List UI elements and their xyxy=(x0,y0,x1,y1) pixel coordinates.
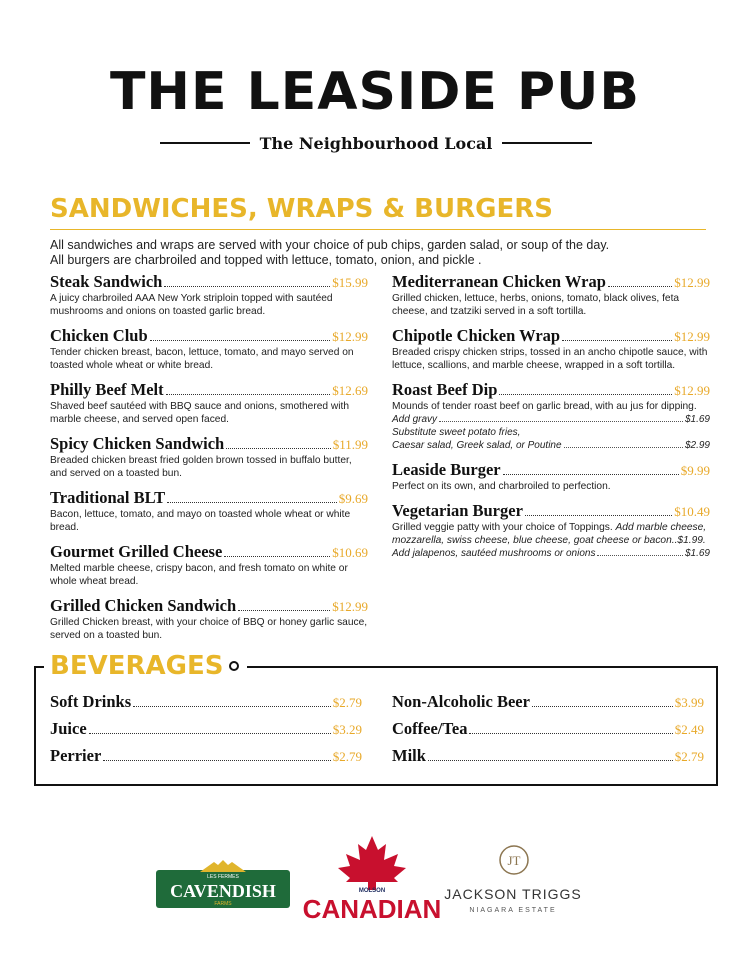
item-price: $12.99 xyxy=(674,275,710,290)
beverage-name: Perrier xyxy=(50,746,102,765)
jackson-triggs-logo xyxy=(444,844,582,926)
cavendish-small: LES FERMES xyxy=(207,874,239,880)
item-description: Melted marble cheese, crispy bacon, and fresh tomato on white or whole wheat bread. xyxy=(50,563,348,587)
leader-dots xyxy=(503,474,679,475)
menu-item xyxy=(50,380,368,426)
leader-dots xyxy=(164,286,330,287)
menu-item xyxy=(50,272,368,318)
subtitle-rule-left xyxy=(160,142,250,144)
molson-canadian-logo xyxy=(302,832,442,924)
menu-item xyxy=(50,434,368,480)
item-price: $9.99 xyxy=(680,463,710,478)
item-name: Vegetarian Burger xyxy=(392,501,523,520)
leader-dots xyxy=(103,760,330,761)
item-price: $9.69 xyxy=(338,491,368,506)
item-description xyxy=(392,521,710,547)
beverage-price: $2.79 xyxy=(674,749,704,764)
item-name: Steak Sandwich xyxy=(50,272,163,291)
leader-dots xyxy=(525,515,672,516)
item-description: A juicy charbroiled AAA New York striploin topped with sautéed mushrooms and onions on toasted garlic bread. xyxy=(50,293,333,317)
addon-price: $1.69 xyxy=(684,414,710,425)
leader-dots xyxy=(133,706,331,707)
subtitle-row xyxy=(160,131,592,155)
section-intro xyxy=(50,238,609,268)
beverage-item xyxy=(392,746,704,773)
menu-item xyxy=(392,501,710,560)
sandwiches-left-column xyxy=(50,272,368,650)
leader-dots xyxy=(564,447,683,448)
beverage-item xyxy=(392,719,704,746)
beverage-name: Coffee/Tea xyxy=(392,719,468,738)
cavendish-word: CAVENDISH xyxy=(170,881,276,901)
item-name: Chicken Club xyxy=(50,326,148,345)
desc-plain: Grilled veggie patty with your choice of Toppings. xyxy=(392,522,613,533)
beverage-price: $3.29 xyxy=(332,722,362,737)
item-price: $15.99 xyxy=(332,275,368,290)
beverages-header xyxy=(44,648,247,684)
beverages-left-column xyxy=(50,692,362,773)
beverage-price: $2.79 xyxy=(332,695,362,710)
sponsor-logos xyxy=(0,830,750,940)
menu-item xyxy=(50,542,368,588)
item-description: Tender chicken breast, bacon, lettuce, tomato, and mayo served on toasted whole wheat or white bread. xyxy=(50,347,354,371)
item-description: Breaded crispy chicken strips, tossed in an ancho chipotle sauce, with lettuce, scallions, and marble cheese, wrapped in a soft tortilla. xyxy=(392,347,708,371)
leader-dots xyxy=(89,733,331,734)
item-name: Leaside Burger xyxy=(392,460,501,479)
addon-label: Caesar salad, Greek salad, or Poutine xyxy=(392,440,562,451)
item-description: Grilled chicken, lettuce, herbs, onions, tomato, black olives, feta cheese, and tzatziki served in a soft tortilla. xyxy=(392,293,680,317)
item-name: Traditional BLT xyxy=(50,488,166,507)
addon-gravy xyxy=(392,413,710,426)
leader-dots xyxy=(224,556,330,557)
item-name: Gourmet Grilled Cheese xyxy=(50,542,223,561)
menu-item xyxy=(50,326,368,372)
molson-small: MOLSON xyxy=(358,888,386,894)
item-description: Grilled Chicken breast, with your choice of BBQ or honey garlic sauce, served on a toasted bun. xyxy=(50,617,368,641)
item-price: $10.69 xyxy=(332,545,368,560)
beverage-name: Non-Alcoholic Beer xyxy=(392,692,530,711)
leader-dots xyxy=(499,394,672,395)
menu-subtitle: The Neighbourhood Local xyxy=(259,133,493,153)
intro-line-2: All burgers are charbroiled and topped with lettuce, tomato, onion, and pickle . xyxy=(50,253,482,267)
beverage-item xyxy=(50,692,362,719)
menu-item xyxy=(392,326,710,372)
item-price: $12.99 xyxy=(674,383,710,398)
menu-item xyxy=(392,380,710,452)
item-description: Shaved beef sautéed with BBQ sauce and onions, smothered with marble cheese, and served open faced. xyxy=(50,401,350,425)
item-price: $12.99 xyxy=(332,329,368,344)
leader-dots xyxy=(166,394,331,395)
beverage-item xyxy=(392,692,704,719)
beverage-price: $3.99 xyxy=(674,695,704,710)
section-title-sandwiches: SANDWICHES, WRAPS & BURGERS xyxy=(50,194,553,224)
circle-bullet-icon xyxy=(229,661,239,671)
leader-dots xyxy=(428,760,673,761)
molson-word: CANADIAN xyxy=(302,894,442,924)
menu-item xyxy=(50,596,368,642)
item-name: Spicy Chicken Sandwich xyxy=(50,434,225,453)
section-title-beverages: BEVERAGES xyxy=(50,651,224,681)
leader-dots xyxy=(167,502,337,503)
leader-dots xyxy=(439,421,683,422)
menu-item xyxy=(392,460,710,493)
item-price: $10.49 xyxy=(674,504,710,519)
addon-substitute-line-2 xyxy=(392,439,710,452)
addon-price: $2.99 xyxy=(684,440,710,451)
addon-label: Add gravy xyxy=(392,414,438,425)
beverage-name: Juice xyxy=(50,719,87,738)
item-price: $12.99 xyxy=(332,599,368,614)
leader-dots xyxy=(469,733,672,734)
leader-dots xyxy=(597,555,683,556)
addon-veg xyxy=(392,547,710,560)
item-name: Chipotle Chicken Wrap xyxy=(392,326,561,345)
jt-initials: JT xyxy=(507,853,521,868)
jt-name: JACKSON TRIGGS xyxy=(444,886,582,902)
intro-line-1: All sandwiches and wraps are served with your choice of pub chips, garden salad, or soup of the day. xyxy=(50,238,610,252)
beverage-price: $2.49 xyxy=(674,722,704,737)
sandwiches-right-column xyxy=(392,272,710,568)
leader-dots xyxy=(608,286,672,287)
leader-dots xyxy=(226,448,331,449)
beverages-right-column xyxy=(392,692,704,773)
item-price: $12.99 xyxy=(674,329,710,344)
beverage-item xyxy=(50,719,362,746)
desc-italic: Add marble cheese, mozzarella, swiss cheese, blue cheese, goat cheese or bacon..$1.99. xyxy=(392,522,707,546)
leader-dots xyxy=(150,340,331,341)
menu-title: THE LEASIDE PUB xyxy=(109,62,641,122)
addon-substitute-line-1 xyxy=(392,426,710,439)
beverage-name: Soft Drinks xyxy=(50,692,132,711)
item-name: Roast Beef Dip xyxy=(392,380,498,399)
item-description: Perfect on its own, and charbroiled to perfection. xyxy=(392,481,611,492)
addon-price: $1.69 xyxy=(684,548,710,559)
item-description: Mounds of tender roast beef on garlic bread, with au jus for dipping. xyxy=(392,401,697,412)
subtitle-rule-right xyxy=(502,142,592,144)
item-price: $12.69 xyxy=(332,383,368,398)
cavendish-sub: FARMS xyxy=(214,901,232,907)
item-name: Philly Beef Melt xyxy=(50,380,164,399)
cavendish-logo xyxy=(156,858,290,910)
beverage-price: $2.79 xyxy=(332,749,362,764)
jt-sub: NIAGARA ESTATE xyxy=(469,907,557,914)
leader-dots xyxy=(238,610,330,611)
item-description: Bacon, lettuce, tomato, and mayo on toasted whole wheat or white bread. xyxy=(50,509,351,533)
leader-dots xyxy=(532,706,673,707)
addon-label: Add jalapenos, sautéed mushrooms or onions xyxy=(392,548,596,559)
item-description: Breaded chicken breast fried golden brown tossed in buffalo butter, and served on a toasted bun. xyxy=(50,455,352,479)
menu-item xyxy=(392,272,710,318)
beverage-name: Milk xyxy=(392,746,426,765)
beverage-item xyxy=(50,746,362,773)
addon-label: Substitute sweet potato fries, xyxy=(392,427,521,438)
section-divider xyxy=(50,229,706,230)
item-name: Mediterranean Chicken Wrap xyxy=(392,272,606,291)
item-price: $11.99 xyxy=(332,437,368,452)
menu-item xyxy=(50,488,368,534)
item-name: Grilled Chicken Sandwich xyxy=(50,596,237,615)
leader-dots xyxy=(562,340,672,341)
